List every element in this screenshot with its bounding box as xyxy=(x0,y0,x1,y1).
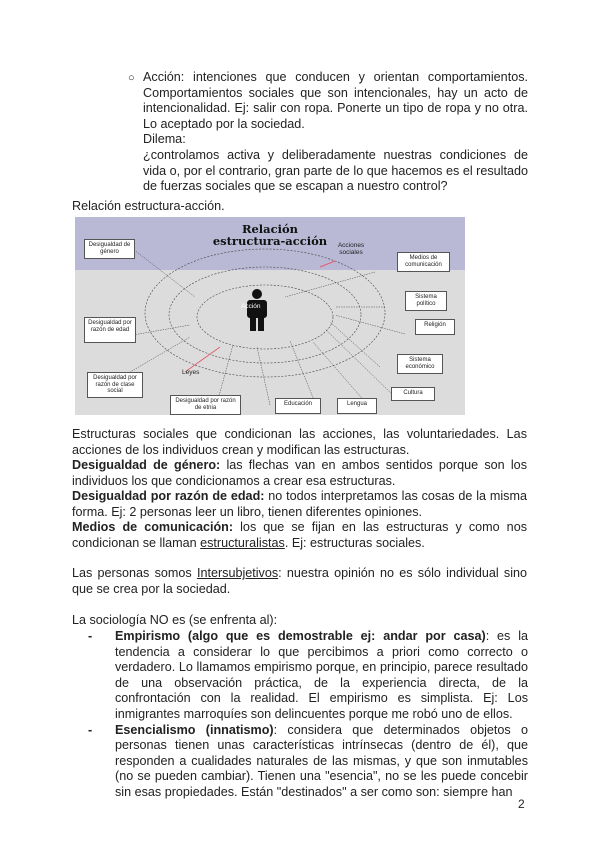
sociologia-list xyxy=(88,629,528,801)
box-edad: Desigualdad por razón de edad xyxy=(84,317,136,343)
dilema-question: ¿controlamos activa y deliberadamente nuestras condiciones de vida o, por el contrario, gran parte de lo que hacemos es el resultado de fuerzas sociales que se escapan a nuestro control? xyxy=(143,147,528,194)
dilema-label: Dilema: xyxy=(143,132,186,147)
leyes-label: Leyes xyxy=(182,369,200,376)
accion-definition: Acción: intenciones que conducen y orientan comportamientos. Comportamientos sociales que son intencionales, hay un acto de intencionalidad. Ej: salir con ropa. Ponerte un tipo de ropa y no otra. Lo aceptado por la sociedad. xyxy=(143,70,528,131)
list-item-empirismo: - Empirismo (algo que es demostrable ej: andar por casa): es la tendencia a considerar lo que percibimos a priori como correcto o verdadero. Lo llamamos empirismo porque, en principio, parece resultado de una observación práctica, de la experiencia directa, de la confrontación con la realidad. El empirismo es simplista. Ej: Los inmigrantes marroquíes son delincuentes porque me robó uno de ellos. xyxy=(88,629,528,721)
box-politico: Sistema político xyxy=(405,291,447,311)
center-label: Acción xyxy=(241,303,261,310)
list-item-esencialismo: - Esencialismo (innatismo): considera que determinados objetos o personas tienen unas características intrínsecas (dentro de él), que responden a cualidades naturales de las mismas, y que son inmutables (no se pueden cambiar). Tienen una "esencia", no se les puede concebir sin esas propiedades. Están "destinados" a ser como son: siempre han xyxy=(88,722,528,799)
section-title: Relación estructura-acción. xyxy=(72,199,225,213)
accion-bullet xyxy=(143,70,528,195)
box-cultura: Cultura xyxy=(391,387,435,401)
para-genero: Desigualdad de género: las flechas van en ambos sentidos porque son los individuos los que condicionamos a crear esa estructuras. xyxy=(72,458,527,488)
bullet-marker: ○ xyxy=(128,72,135,84)
box-religion: Religión xyxy=(415,319,455,335)
acciones-sociales-label: Acciones sociales xyxy=(337,242,365,256)
person-icon xyxy=(247,289,267,331)
para-edad: Desigualdad por razón de edad: no todos interpretamos las cosas de la misma forma. Ej: 2 personas leer un libro, tienen diferentes opiniones. xyxy=(72,489,527,519)
box-medios: Medios de comunicación xyxy=(397,252,450,272)
box-lengua: Lengua xyxy=(337,398,377,414)
para-intersubjetivos: Las personas somos Intersubjetivos: nuestra opinión no es sólo individual sino que se crea por la sociedad. xyxy=(72,566,528,596)
box-etnia: Desigualdad por razón de etnia xyxy=(170,395,241,415)
para-sociologia: La sociología NO es (se enfrenta al): xyxy=(72,613,278,627)
page-number: 2 xyxy=(518,797,525,811)
box-clase: Desigualdad por razón de clase social xyxy=(87,372,143,398)
box-economico: Sistema económico xyxy=(397,354,443,374)
box-genero: Desigualdad de género xyxy=(84,239,135,259)
relacion-diagram xyxy=(75,217,465,415)
box-educacion: Educación xyxy=(275,398,321,414)
para-medios: Medios de comunicación: los que se fijan en las estructuras y como nos condicionan se llaman estructuralistas. Ej: estructuras sociales. xyxy=(72,520,527,550)
para-estructuras: Estructuras sociales que condicionan las acciones, las voluntariedades. Las acciones de los individuos crean y modifican las estructuras. xyxy=(72,427,527,457)
diagram-title: Relación estructura-acción xyxy=(212,222,328,248)
